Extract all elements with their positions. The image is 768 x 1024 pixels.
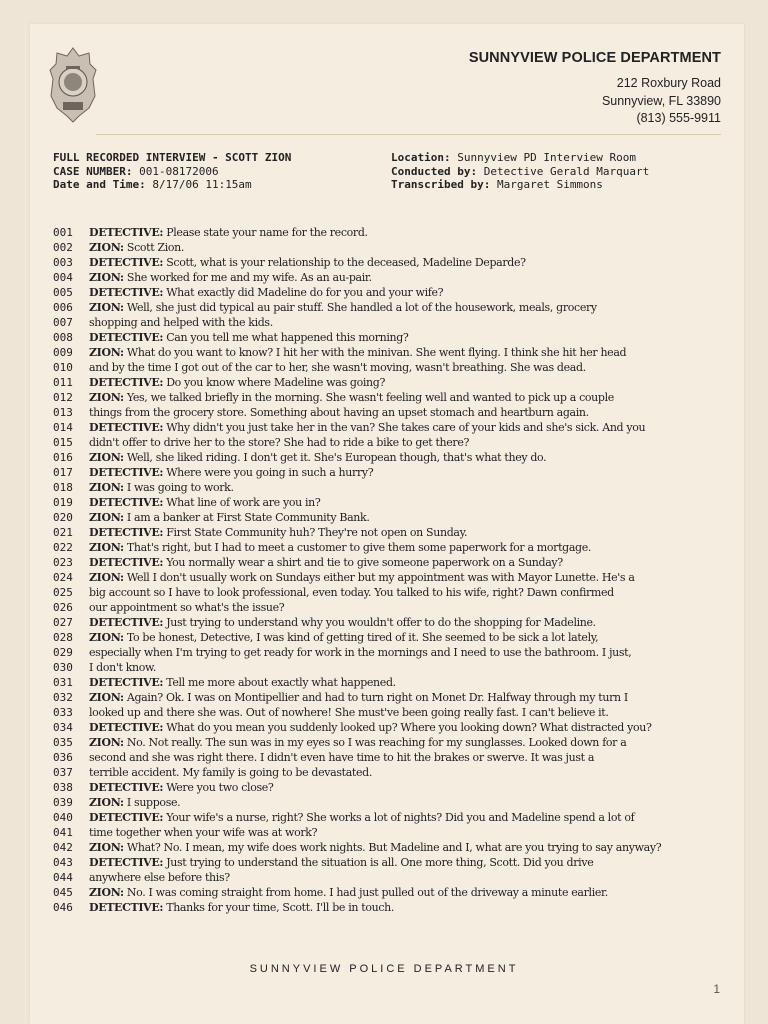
line-text bbox=[89, 675, 721, 690]
spoken-text: especially when I'm trying to get ready for work in the mornings and I need to use the bathroom. I just, bbox=[89, 646, 632, 659]
line-text bbox=[89, 900, 721, 915]
address-line-1: 212 Roxbury Road bbox=[616, 76, 721, 90]
spoken-text: our appointment so what's the issue? bbox=[89, 601, 285, 614]
line-text bbox=[89, 705, 721, 720]
line-text bbox=[89, 720, 721, 735]
spoken-text: What exactly did Madeline do for you and your wife? bbox=[163, 286, 444, 299]
line-number: 031 bbox=[53, 676, 73, 689]
line-text bbox=[89, 660, 721, 675]
line-number: 042 bbox=[53, 841, 73, 854]
line-number: 019 bbox=[53, 496, 73, 509]
speaker-label: DETECTIVE: bbox=[89, 811, 164, 824]
line-text bbox=[89, 390, 721, 405]
transcript-line bbox=[53, 840, 721, 855]
speaker-label: DETECTIVE: bbox=[89, 901, 164, 914]
speaker-label: ZION: bbox=[89, 391, 124, 404]
line-number: 018 bbox=[53, 481, 73, 494]
transcript-line bbox=[53, 450, 721, 465]
speaker-label: ZION: bbox=[89, 886, 124, 899]
transcribed-by bbox=[391, 178, 649, 192]
line-text bbox=[89, 330, 721, 345]
meta-label: CASE NUMBER: bbox=[53, 164, 133, 178]
spoken-text: Scott, what is your relationship to the deceased, Madeline Deparde? bbox=[163, 256, 526, 269]
line-number: 030 bbox=[53, 661, 73, 674]
line-text bbox=[89, 810, 721, 825]
line-number: 041 bbox=[53, 826, 73, 839]
speaker-label: ZION: bbox=[89, 541, 124, 554]
transcript-line bbox=[53, 855, 721, 870]
transcript-line bbox=[53, 675, 721, 690]
speaker-label: DETECTIVE: bbox=[89, 286, 164, 299]
transcript-line bbox=[53, 225, 721, 240]
spoken-text: To be honest, Detective, I was kind of getting tired of it. She seemed to be sick a lot lately, bbox=[123, 631, 599, 644]
transcript-line bbox=[53, 465, 721, 480]
speaker-label: DETECTIVE: bbox=[89, 856, 164, 869]
line-text bbox=[89, 465, 721, 480]
spoken-text: Where were you going in such a hurry? bbox=[163, 466, 374, 479]
spoken-text: Please state your name for the record. bbox=[163, 226, 368, 239]
line-number: 011 bbox=[53, 376, 73, 389]
spoken-text: Yes, we talked briefly in the morning. She wasn't feeling well and wanted to pick up a couple bbox=[123, 391, 614, 404]
transcript-line bbox=[53, 765, 721, 780]
spoken-text: No. Not really. The sun was in my eyes so I was reaching for my sunglasses. Looked down for a bbox=[123, 736, 627, 749]
line-text bbox=[89, 615, 721, 630]
spoken-text: I am a banker at First State Community Bank. bbox=[123, 511, 370, 524]
line-number: 003 bbox=[53, 256, 73, 269]
speaker-label: DETECTIVE: bbox=[89, 526, 164, 539]
spoken-text: shopping and helped with the kids. bbox=[89, 316, 273, 329]
spoken-text: looked up and there she was. Out of nowhere! She must've been going really fast. I can't believe it. bbox=[89, 706, 609, 719]
line-number: 039 bbox=[53, 796, 73, 809]
line-number: 023 bbox=[53, 556, 73, 569]
line-text bbox=[89, 600, 721, 615]
speaker-label: ZION: bbox=[89, 241, 124, 254]
conducted-by bbox=[391, 165, 649, 179]
transcript-line bbox=[53, 750, 721, 765]
line-text bbox=[89, 300, 721, 315]
meta-value: Sunnyview PD Interview Room bbox=[450, 151, 637, 164]
spoken-text: things from the grocery store. Something about having an upset stomach and heartburn again. bbox=[89, 406, 589, 419]
header-divider bbox=[96, 134, 721, 135]
transcript-line bbox=[53, 300, 721, 315]
speaker-label: ZION: bbox=[89, 736, 124, 749]
line-text bbox=[89, 285, 721, 300]
line-number: 028 bbox=[53, 631, 73, 644]
line-text bbox=[89, 570, 721, 585]
transcript-line bbox=[53, 705, 721, 720]
transcript-line bbox=[53, 660, 721, 675]
line-number: 008 bbox=[53, 331, 73, 344]
line-text bbox=[89, 750, 721, 765]
speaker-label: ZION: bbox=[89, 481, 124, 494]
line-text bbox=[89, 555, 721, 570]
line-number: 016 bbox=[53, 451, 73, 464]
spoken-text: Your wife's a nurse, right? She works a lot of nights? Did you and Madeline spend a lot of bbox=[163, 811, 635, 824]
line-number: 006 bbox=[53, 301, 73, 314]
meta-label: Location: bbox=[391, 151, 451, 164]
transcript-line bbox=[53, 735, 721, 750]
line-number: 002 bbox=[53, 241, 73, 254]
speaker-label: DETECTIVE: bbox=[89, 376, 164, 389]
speaker-label: ZION: bbox=[89, 271, 124, 284]
speaker-label: DETECTIVE: bbox=[89, 331, 164, 344]
line-text bbox=[89, 270, 721, 285]
spoken-text: Thanks for your time, Scott. I'll be in touch. bbox=[163, 901, 395, 914]
transcript-line bbox=[53, 315, 721, 330]
line-number: 024 bbox=[53, 571, 73, 584]
line-number: 009 bbox=[53, 346, 73, 359]
line-number: 005 bbox=[53, 286, 73, 299]
speaker-label: DETECTIVE: bbox=[89, 496, 164, 509]
line-number: 043 bbox=[53, 856, 73, 869]
line-number: 017 bbox=[53, 466, 73, 479]
speaker-label: ZION: bbox=[89, 796, 124, 809]
line-number: 029 bbox=[53, 646, 73, 659]
spoken-text: time together when your wife was at work? bbox=[89, 826, 318, 839]
line-number: 022 bbox=[53, 541, 73, 554]
transcript-line bbox=[53, 255, 721, 270]
spoken-text: I don't know. bbox=[89, 661, 156, 674]
line-text bbox=[89, 480, 721, 495]
spoken-text: First State Community huh? They're not open on Sunday. bbox=[163, 526, 468, 539]
spoken-text: I suppose. bbox=[123, 796, 181, 809]
meta-label: Transcribed by: bbox=[391, 178, 491, 192]
police-badge-icon bbox=[49, 46, 97, 124]
line-text bbox=[89, 540, 721, 555]
transcript-line bbox=[53, 420, 721, 435]
line-number: 040 bbox=[53, 811, 73, 824]
spoken-text: What line of work are you in? bbox=[163, 496, 321, 509]
case-number bbox=[53, 165, 291, 179]
line-number: 046 bbox=[53, 901, 73, 914]
transcript-line bbox=[53, 645, 721, 660]
spoken-text: You normally wear a shirt and tie to give someone paperwork on a Sunday? bbox=[163, 556, 563, 569]
speaker-label: DETECTIVE: bbox=[89, 556, 164, 569]
line-text bbox=[89, 495, 721, 510]
transcript-line bbox=[53, 240, 721, 255]
line-text bbox=[89, 780, 721, 795]
department-name: SUNNYVIEW POLICE DEPARTMENT bbox=[468, 50, 721, 66]
speaker-label: DETECTIVE: bbox=[89, 421, 164, 434]
speaker-label: DETECTIVE: bbox=[89, 466, 164, 479]
spoken-text: Well, she liked riding. I don't get it. She's European though, that's what they do. bbox=[123, 451, 547, 464]
line-text bbox=[89, 375, 721, 390]
date-time bbox=[53, 178, 291, 192]
speaker-label: ZION: bbox=[89, 511, 124, 524]
meta-label: FULL RECORDED INTERVIEW - SCOTT ZION bbox=[53, 151, 292, 164]
transcript-line bbox=[53, 630, 721, 645]
speaker-label: ZION: bbox=[89, 571, 124, 584]
spoken-text: terrible accident. My family is going to be devastated. bbox=[89, 766, 372, 779]
line-number: 044 bbox=[53, 871, 73, 884]
transcript-line bbox=[53, 900, 721, 915]
transcript-line bbox=[53, 435, 721, 450]
transcript-line bbox=[53, 510, 721, 525]
line-text bbox=[89, 765, 721, 780]
transcript-line bbox=[53, 825, 721, 840]
meta-value: Margaret Simmons bbox=[490, 178, 603, 192]
transcript-line bbox=[53, 540, 721, 555]
spoken-text: What do you mean you suddenly looked up? Where you looking down? What distracted you? bbox=[163, 721, 652, 734]
spoken-text: What do you want to know? I hit her with the minivan. She went flying. I think she hit her head bbox=[123, 346, 627, 359]
spoken-text: Why didn't you just take her in the van? She takes care of your kids and she's sick. And you bbox=[163, 421, 646, 434]
speaker-label: ZION: bbox=[89, 691, 124, 704]
spoken-text: Can you tell me what happened this morning? bbox=[163, 331, 409, 344]
line-number: 035 bbox=[53, 736, 73, 749]
line-text bbox=[89, 870, 721, 885]
transcript-line bbox=[53, 360, 721, 375]
transcript-line bbox=[53, 495, 721, 510]
line-text bbox=[89, 885, 721, 900]
transcript-line bbox=[53, 525, 721, 540]
page-number: 1 bbox=[713, 982, 720, 996]
line-number: 010 bbox=[53, 361, 73, 374]
transcript-line bbox=[53, 285, 721, 300]
transcript-line bbox=[53, 405, 721, 420]
transcript-line bbox=[53, 690, 721, 705]
department-header bbox=[469, 50, 721, 128]
line-text bbox=[89, 255, 721, 270]
line-text bbox=[89, 510, 721, 525]
transcript-line bbox=[53, 870, 721, 885]
meta-value: 8/17/06 11:15am bbox=[145, 178, 252, 192]
spoken-text: Just trying to understand the situation is all. One more thing, Scott. Did you drive bbox=[163, 856, 594, 869]
transcript-line bbox=[53, 885, 721, 900]
line-text bbox=[89, 690, 721, 705]
address-line-2: Sunnyview, FL 33890 bbox=[601, 93, 721, 108]
line-number: 020 bbox=[53, 511, 73, 524]
interview-title bbox=[53, 151, 291, 165]
line-number: 001 bbox=[53, 226, 73, 239]
transcript-line bbox=[53, 270, 721, 285]
speaker-label: DETECTIVE: bbox=[89, 781, 164, 794]
line-number: 036 bbox=[53, 751, 73, 764]
line-text bbox=[89, 225, 721, 240]
line-number: 013 bbox=[53, 406, 73, 419]
line-text bbox=[89, 315, 721, 330]
spoken-text: She worked for me and my wife. As an au-pair. bbox=[123, 271, 372, 284]
spoken-text: Again? Ok. I was on Montipellier and had to turn right on Monet Dr. Halfway through my turn I bbox=[123, 691, 628, 704]
line-text bbox=[89, 630, 721, 645]
spoken-text: Just trying to understand why you wouldn't offer to do the shopping for Madeline. bbox=[163, 616, 596, 629]
line-text bbox=[89, 825, 721, 840]
transcript-line bbox=[53, 720, 721, 735]
spoken-text: didn't offer to drive her to the store? She had to ride a bike to get there? bbox=[89, 436, 470, 449]
line-text bbox=[89, 855, 721, 870]
line-number: 021 bbox=[53, 526, 73, 539]
speaker-label: DETECTIVE: bbox=[89, 616, 164, 629]
spoken-text: Tell me more about exactly what happened. bbox=[163, 676, 396, 689]
line-number: 045 bbox=[53, 886, 73, 899]
transcript-line bbox=[53, 330, 721, 345]
phone-number: (813) 555-9911 bbox=[636, 111, 721, 125]
spoken-text: Well, she just did typical au pair stuff. She handled a lot of the housework, meals, grocery bbox=[123, 301, 597, 314]
transcript-line bbox=[53, 375, 721, 390]
speaker-label: DETECTIVE: bbox=[89, 721, 164, 734]
spoken-text: That's right, but I had to meet a customer to give them some paperwork for a mortgage. bbox=[123, 541, 592, 554]
spoken-text: Were you two close? bbox=[163, 781, 274, 794]
line-text bbox=[89, 735, 721, 750]
spoken-text: No. I was coming straight from home. I had just pulled out of the driveway a minute earlier. bbox=[123, 886, 608, 899]
line-number: 014 bbox=[53, 421, 73, 434]
transcript-line bbox=[53, 615, 721, 630]
line-number: 037 bbox=[53, 766, 73, 779]
speaker-label: DETECTIVE: bbox=[89, 256, 164, 269]
interview-meta-left bbox=[53, 151, 291, 192]
location bbox=[391, 151, 649, 165]
transcript-line bbox=[53, 795, 721, 810]
line-number: 015 bbox=[53, 436, 73, 449]
line-number: 007 bbox=[53, 316, 73, 329]
line-number: 033 bbox=[53, 706, 73, 719]
transcript-line bbox=[53, 570, 721, 585]
line-number: 034 bbox=[53, 721, 73, 734]
meta-value: 001-08172006 bbox=[132, 164, 219, 178]
line-text bbox=[89, 585, 721, 600]
speaker-label: ZION: bbox=[89, 451, 124, 464]
spoken-text: Well I don't usually work on Sundays either but my appointment was with Mayor Lunette. He's a bbox=[123, 571, 635, 584]
line-number: 032 bbox=[53, 691, 73, 704]
transcript-line bbox=[53, 390, 721, 405]
line-number: 025 bbox=[53, 586, 73, 599]
transcript-line bbox=[53, 600, 721, 615]
speaker-label: DETECTIVE: bbox=[89, 226, 164, 239]
footer-department: SUNNYVIEW POLICE DEPARTMENT bbox=[249, 963, 519, 975]
line-number: 027 bbox=[53, 616, 73, 629]
line-number: 004 bbox=[53, 271, 73, 284]
spoken-text: I was going to work. bbox=[123, 481, 234, 494]
line-text bbox=[89, 360, 721, 375]
line-text bbox=[89, 405, 721, 420]
meta-label: Conducted by: bbox=[391, 164, 478, 178]
transcript-line bbox=[53, 780, 721, 795]
speaker-label: ZION: bbox=[89, 631, 124, 644]
line-text bbox=[89, 240, 721, 255]
spoken-text: anywhere else before this? bbox=[89, 871, 230, 884]
speaker-label: ZION: bbox=[89, 346, 124, 359]
meta-value: Detective Gerald Marquart bbox=[477, 164, 650, 178]
spoken-text: big account so I have to look professional, even today. You talked to his wife, right? Dawn confirmed bbox=[89, 586, 614, 599]
line-text bbox=[89, 435, 721, 450]
line-text bbox=[89, 420, 721, 435]
interview-meta-right bbox=[391, 151, 649, 192]
spoken-text: Do you know where Madeline was going? bbox=[163, 376, 385, 389]
spoken-text: second and she was right there. I didn't even have time to hit the brakes or swerve. It was just a bbox=[89, 751, 595, 764]
line-number: 026 bbox=[53, 601, 73, 614]
line-text bbox=[89, 795, 721, 810]
transcript-line bbox=[53, 345, 721, 360]
line-text bbox=[89, 645, 721, 660]
spoken-text: and by the time I got out of the car to her, she wasn't moving, wasn't breathing. She was dead. bbox=[89, 361, 586, 374]
speaker-label: ZION: bbox=[89, 841, 124, 854]
speaker-label: DETECTIVE: bbox=[89, 676, 164, 689]
line-text bbox=[89, 450, 721, 465]
transcript-line bbox=[53, 810, 721, 825]
spoken-text: What? No. I mean, my wife does work nights. But Madeline and I, what are you trying to say anyway? bbox=[123, 841, 662, 854]
transcript-line bbox=[53, 585, 721, 600]
line-text bbox=[89, 840, 721, 855]
line-number: 038 bbox=[53, 781, 73, 794]
meta-label: Date and Time: bbox=[53, 178, 146, 192]
transcript bbox=[53, 225, 721, 915]
line-text bbox=[89, 345, 721, 360]
line-text bbox=[89, 525, 721, 540]
transcript-line bbox=[53, 480, 721, 495]
spoken-text: Scott Zion. bbox=[123, 241, 185, 254]
transcript-line bbox=[53, 555, 721, 570]
line-number: 012 bbox=[53, 391, 73, 404]
speaker-label: ZION: bbox=[89, 301, 124, 314]
